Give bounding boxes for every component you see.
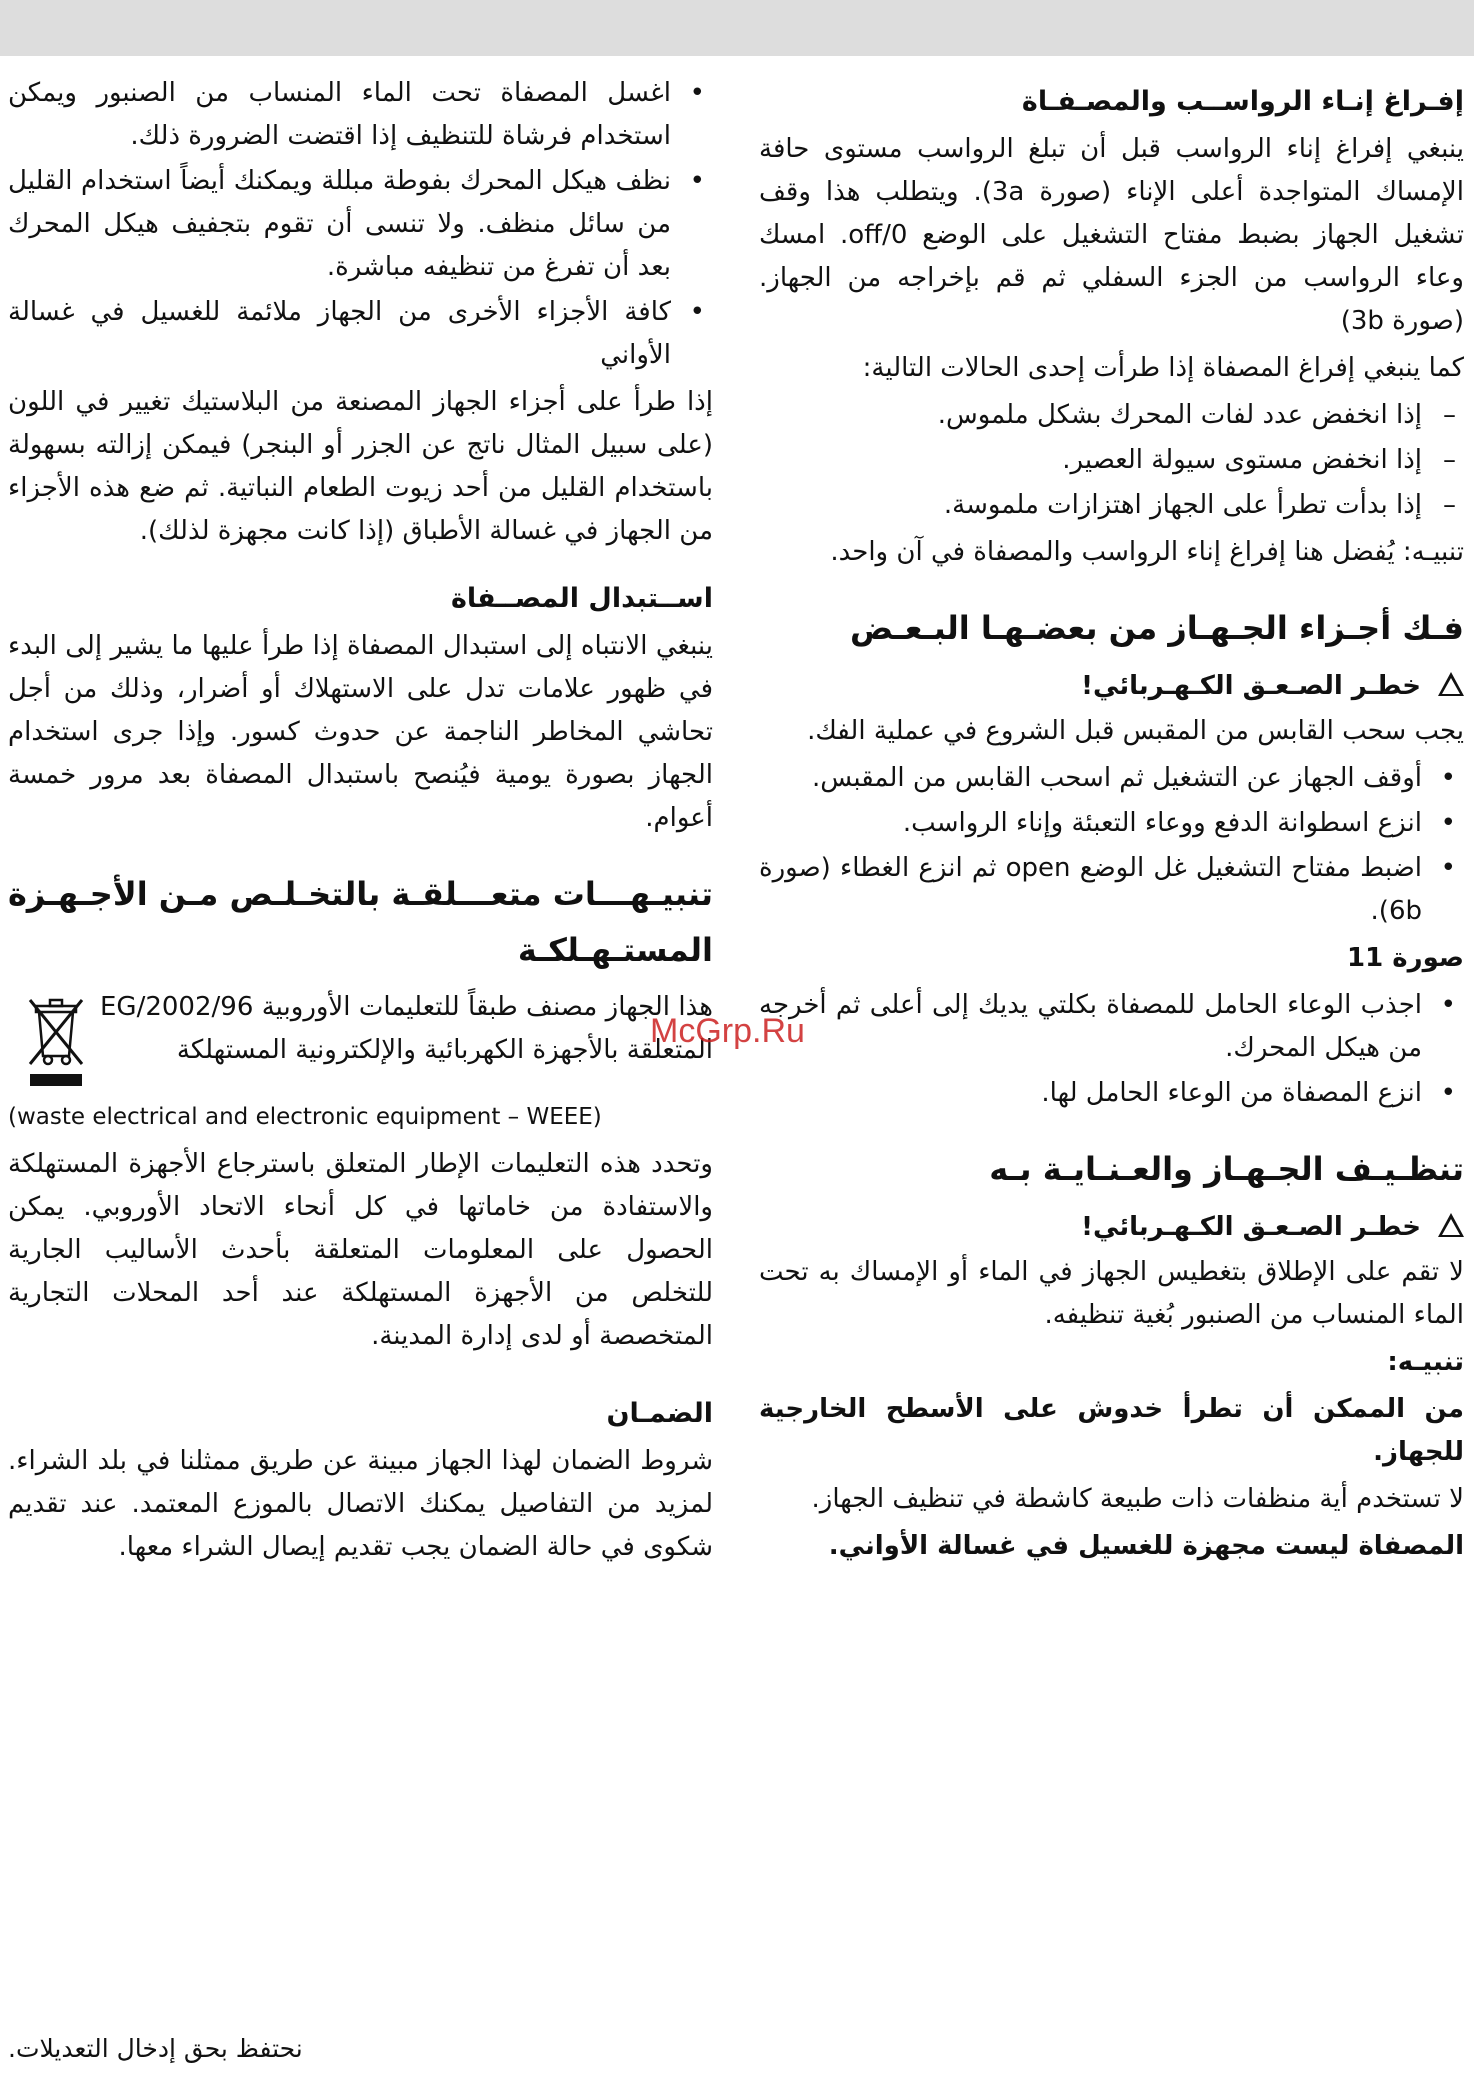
- section-title-replace-strainer: اســتبدال المصــفاة: [450, 583, 713, 614]
- list-item: • اضبط مفتاح التشغيل غل الوضع open ثم انزع الغطاء (صورة 6b).: [759, 847, 1464, 933]
- list-item: – إذا انخفض مستوى سيولة العصير.: [759, 439, 1464, 482]
- section-paragraph: كما ينبغي إفراغ المصفاة إذا طرأت إحدى الحالات التالية:: [862, 353, 1464, 383]
- section-title-disposal: تنبيـهـــات متعـــلقـة بالتخـلـص مـن الأجـهـزة المستـهـلكـة: [8, 875, 713, 969]
- note-label: تنبيـه:: [1387, 1347, 1464, 1377]
- warning-triangle-icon: [1438, 672, 1464, 696]
- section-paragraph: لا تقم على الإطلاق بتغطيس الجهاز في الماء أو الإمساك به تحت الماء المنساب من الصنبور بُغية تنظيفه.: [759, 1257, 1464, 1330]
- section-title-disassembly: فـك أجـزاء الجـهـاز من بعضـهـا البـعـض: [850, 609, 1464, 647]
- list-item: • أوقف الجهاز عن التشغيل ثم اسحب القابس من المقبس.: [759, 757, 1464, 800]
- top-header-band: [0, 0, 1474, 56]
- list-item: • انزع المصفاة من الوعاء الحامل لها.: [759, 1072, 1464, 1115]
- warning-text: خطـر الصـعـق الكـهـربائي!: [1081, 671, 1421, 701]
- section-paragraph: إذا طرأ على أجزاء الجهاز المصنعة من البلاستيك تغيير في اللون (على سبيل المثال ناتج عن الجزر أو البنجر) فيمكن إزالته بسهولة باستخدام القليل من أحد زيوت الطعام النباتية. ثم ضع هذه الأجزاء من الجهاز في غسالة الأطباق (إذا كانت مجهزة لذلك).: [8, 387, 713, 546]
- weee-block: [8, 986, 713, 1096]
- section-paragraph: شروط الضمان لهذا الجهاز مبينة عن طريق ممثلنا في بلد الشراء. لمزيد من التفاصيل يمكنك الاتصال بالموزع المعتمد. عند تقديم شكوى في حالة الضمان يجب تقديم إيصال الشراء معها.: [8, 1446, 713, 1562]
- watermark-text: McGrp.Ru: [650, 1012, 805, 1050]
- section-paragraph: ينبغي الانتباه إلى استبدال المصفاة إذا طرأ عليها ما يشير إلى البدء في ظهور علامات تدل على الاستهلاك أو أضرار، وذلك من أجل تحاشي المخاطر الناجمة عن حدوث كسور. وإذا جرى استخدام الجهاز بصورة يومية فيُنصح باستبدال المصفاة بعد مرور خمسة أعوام.: [8, 631, 713, 833]
- right-column: [759, 72, 1464, 1572]
- list-item: – إذا بدأت تطرأ على الجهاز اهتزازات ملموسة.: [759, 484, 1464, 527]
- crossed-bin-icon: [26, 992, 86, 1096]
- weee-text-block: [100, 986, 713, 1072]
- left-column: [8, 72, 713, 1573]
- note-text: لا تستخدم أية منظفات ذات طبيعة كاشطة في تنظيف الجهاز.: [811, 1484, 1464, 1514]
- section-paragraph: ينبغي إفراغ إناء الرواسب قبل أن تبلغ الرواسب مستوى حافة الإمساك المتواجدة أعلى الإناء (صورة 3a). ويتطلب هذا وقف تشغيل الجهاز بضبط مفتاح التشغيل على الوضع off/0. امسك وعاء الرواسب من الجزء السفلي ثم قم بإخراجه من الجهاز.(صورة 3b): [759, 134, 1464, 336]
- section-title-cleaning: تنظـيـف الجـهـاز والعـنـايـة بـه: [989, 1150, 1464, 1188]
- weee-text: هذا الجهاز مصنف طبقاً للتعليمات الأوروبية 2002/96/EG المتعلقة بالأجهزة الكهربائية والإلكترونية المستهلكة: [100, 992, 713, 1065]
- warning-triangle-icon: [1438, 1213, 1464, 1237]
- list-item: • كافة الأجزاء الأخرى من الجهاز ملائمة للغسيل في غسالة الأواني: [8, 291, 713, 377]
- list-item: • نظف هيكل المحرك بفوطة مبللة ويمكنك أيضاً استخدام القليل من سائل منظف. ولا تنسى أن تقوم بتجفيف هيكل المحرك بعد أن تفرغ من تنظيفه مباشرة.: [8, 160, 713, 289]
- list-item: • اجذب الوعاء الحامل للمصفاة بكلتي يديك إلى أعلى ثم أخرجه من هيكل المحرك.: [759, 984, 1464, 1070]
- warning-heading: [759, 664, 1464, 708]
- list-item: • انزع اسطوانة الدفع ووعاء التعبئة وإناء الرواسب.: [759, 802, 1464, 845]
- note-text: تنبيـه: يُفضل هنا إفراغ إناء الرواسب والمصفاة في آن واحد.: [830, 537, 1464, 567]
- section-paragraph: يجب سحب القابس من المقبس قبل الشروع في عملية الفك.: [807, 716, 1464, 746]
- bullet-list: [759, 984, 1464, 1115]
- figure-label: صورة 11: [1347, 943, 1464, 973]
- weee-english-label: (waste electrical and electronic equipment – WEEE): [8, 1104, 602, 1130]
- section-paragraph: وتحدد هذه التعليمات الإطار المتعلق باسترجاع الأجهزة المستهلكة والاستفادة من خاماتها في كل أنحاء الاتحاد الأوروبي. يمكن الحصول على المعلومات المتعلقة بأحدث الأساليب الجارية للتخلص من الأجهزة المستهلكة عند أحد المحلات التجارية المتخصصة أو لدى إدارة المدينة.: [8, 1149, 713, 1351]
- footer-note: نحتفظ بحق إدخال التعديلات.: [8, 2034, 303, 2063]
- section-title-warranty: الضمـان: [606, 1398, 713, 1429]
- list-item: – إذا انخفض عدد لفات المحرك بشكل ملموس.: [759, 394, 1464, 437]
- condition-list: [759, 394, 1464, 527]
- bullet-list: [759, 757, 1464, 933]
- warning-text: خطـر الصـعـق الكـهـربائي!: [1081, 1212, 1421, 1242]
- note-bold-text: من الممكن أن تطرأ خدوش على الأسطح الخارجية للجهاز.: [759, 1394, 1464, 1467]
- final-note: المصفاة ليست مجهزة للغسيل في غسالة الأواني.: [828, 1531, 1464, 1561]
- bullet-list: [8, 72, 713, 377]
- list-item: • اغسل المصفاة تحت الماء المنساب من الصنبور ويمكن استخدام فرشاة للتنظيف إذا اقتضت الضرورة ذلك.: [8, 72, 713, 158]
- section-title-empty-container: إفـراغ إنـاء الرواســب والمصـفـاة: [1021, 86, 1464, 117]
- warning-heading: [759, 1205, 1464, 1249]
